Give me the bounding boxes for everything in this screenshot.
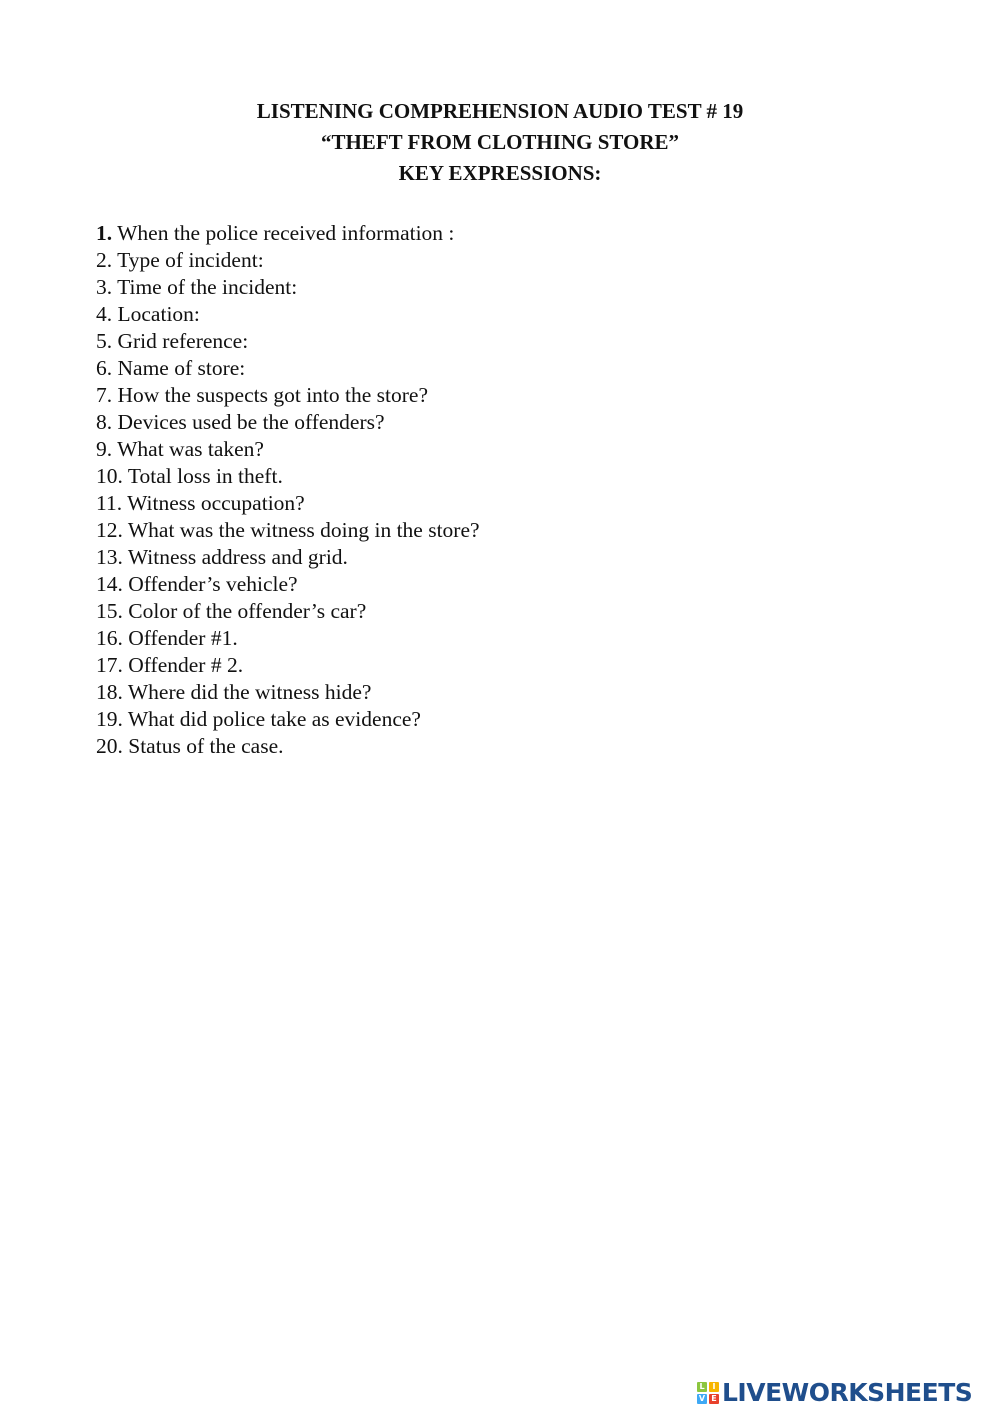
question-item (96, 571, 480, 598)
logo-tiles-icon (697, 1382, 719, 1404)
question-number: 6. (96, 356, 113, 380)
question-text: Type of incident: (112, 248, 264, 272)
question-item (96, 328, 480, 355)
question-number: 4. (96, 302, 113, 326)
question-text: Offender’s vehicle? (122, 572, 298, 596)
question-item (96, 274, 480, 301)
question-item (96, 733, 480, 760)
question-item (96, 409, 480, 436)
question-text: Offender #1. (122, 626, 238, 650)
question-text: What did police take as evidence? (122, 707, 421, 731)
question-number: 1. (96, 221, 113, 245)
question-item (96, 652, 480, 679)
question-number: 15. (96, 599, 123, 623)
logo-tile: I (709, 1382, 719, 1392)
question-item (96, 679, 480, 706)
question-text: Witness address and grid. (122, 545, 348, 569)
question-item (96, 436, 480, 463)
question-number: 20. (96, 734, 123, 758)
section-heading: KEY EXPRESSIONS: (398, 161, 602, 185)
question-number: 8. (96, 410, 113, 434)
question-item (96, 625, 480, 652)
question-item (96, 517, 480, 544)
logo-tile: V (698, 1393, 706, 1403)
question-text: Witness occupation? (122, 491, 305, 515)
liveworksheets-logo (697, 1378, 972, 1407)
question-text: Color of the offender’s car? (122, 599, 367, 623)
question-text: Name of store: (112, 356, 246, 380)
question-item (96, 463, 480, 490)
question-text: Offender # 2. (122, 653, 244, 677)
question-number: 9. (96, 437, 113, 461)
question-number: 16. (96, 626, 123, 650)
question-text: How the suspects got into the store? (112, 383, 429, 407)
question-text: Grid reference: (112, 329, 249, 353)
question-text: Location: (112, 302, 200, 326)
logo-tile: L (697, 1382, 707, 1392)
question-item (96, 382, 480, 409)
question-number: 17. (96, 653, 123, 677)
question-number: 13. (96, 545, 123, 569)
question-text: Devices used be the offenders? (112, 410, 385, 434)
question-text: When the police received information : (112, 221, 455, 245)
question-text: What was the witness doing in the store? (122, 518, 480, 542)
question-number: 10. (96, 464, 123, 488)
question-number: 3. (96, 275, 113, 299)
question-item (96, 220, 480, 247)
question-number: 18. (96, 680, 123, 704)
question-item (96, 490, 480, 517)
question-number: 19. (96, 707, 123, 731)
question-number: 14. (96, 572, 123, 596)
question-item (96, 706, 480, 733)
test-subtitle: “THEFT FROM CLOTHING STORE” (320, 130, 680, 154)
question-item (96, 355, 480, 382)
logo-text: LIVEWORKSHEETS (722, 1378, 973, 1407)
question-text: Total loss in theft. (122, 464, 283, 488)
question-number: 11. (96, 491, 123, 515)
question-number: 2. (96, 248, 113, 272)
question-text: Where did the witness hide? (122, 680, 372, 704)
question-text: Time of the incident: (112, 275, 298, 299)
document-header (0, 96, 1000, 189)
question-item (96, 544, 480, 571)
question-number: 7. (96, 383, 113, 407)
question-text: Status of the case. (122, 734, 284, 758)
question-number: 5. (96, 329, 113, 353)
question-text: What was taken? (112, 437, 264, 461)
question-item (96, 598, 480, 625)
question-number: 12. (96, 518, 123, 542)
question-list (96, 220, 480, 760)
logo-tile: E (709, 1394, 719, 1404)
question-item (96, 247, 480, 274)
question-item (96, 301, 480, 328)
test-title: LISTENING COMPREHENSION AUDIO TEST # 19 (256, 99, 744, 123)
